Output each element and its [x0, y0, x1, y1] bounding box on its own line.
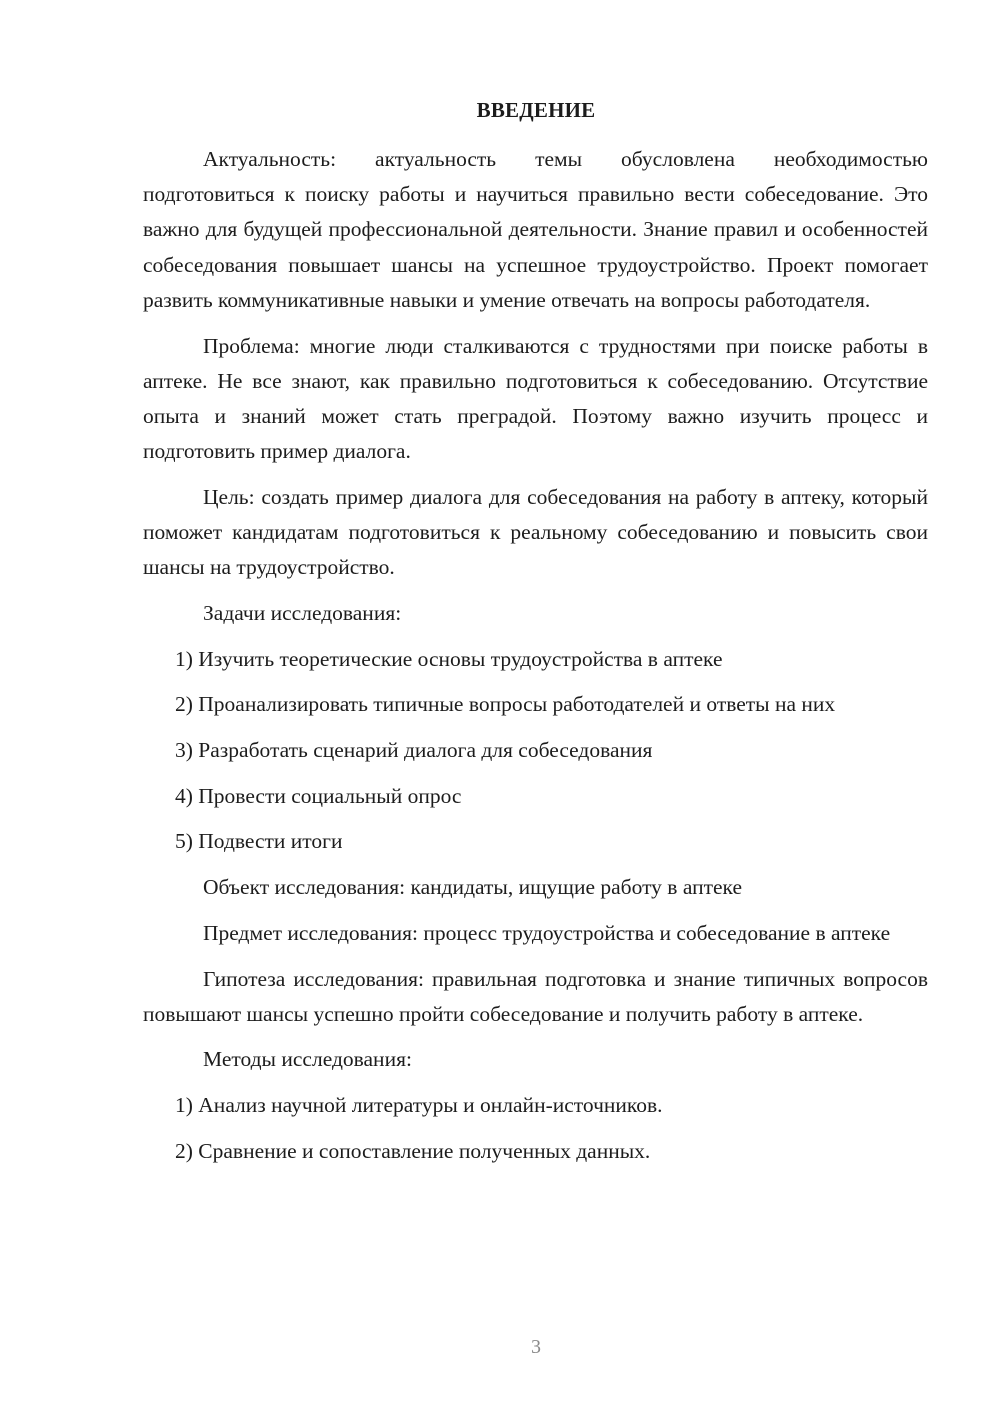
document-body [143, 142, 928, 1180]
methods-label: Методы исследования: [203, 1047, 412, 1072]
research-subject: Предмет исследования: процесс трудоустройства и собеседование в аптеке [203, 920, 891, 945]
problem-paragraph: Проблема: многие люди сталкиваются с трудностями при поиске работы в аптеке. Не все знают, как правильно подготовиться к собеседованию. Отсутствие опыта и знаний может стать преградой. Поэтому важно изучить процесс и подготовить пример диалога. [143, 333, 928, 464]
research-hypothesis: Гипотеза исследования: правильная подготовка и знание типичных вопросов повышают шансы успешно пройти собеседование и получить работу в аптеке. [143, 966, 928, 1026]
task-item: 1) Изучить теоретические основы трудоустройства в аптеке [175, 646, 723, 671]
tasks-label: Задачи исследования: [203, 600, 402, 625]
goal-paragraph: Цель: создать пример диалога для собеседования на работу в аптеку, который поможет кандидатам подготовиться к реальному собеседованию и повысить свои шансы на трудоустройство. [143, 484, 928, 580]
page-number: 3 [531, 1336, 541, 1358]
task-item: 5) Подвести итоги [175, 829, 343, 854]
method-item: 1) Анализ научной литературы и онлайн-источников. [175, 1093, 663, 1118]
task-item: 2) Проанализировать типичные вопросы работодателей и ответы на них [175, 692, 836, 717]
section-heading: ВВЕДЕНИЕ [476, 98, 596, 122]
task-item: 3) Разработать сценарий диалога для собеседования [175, 738, 653, 763]
task-item: 4) Провести социальный опрос [175, 783, 462, 808]
relevance-paragraph: Актуальность: актуальность темы обусловлена необходимостью подготовиться к поиску работы и научиться правильно вести собеседование. Это важно для будущей профессиональной деятельности. Знание правил и особенностей собеседования повышает шансы на успешное трудоустройство. Проект помогает развить коммуникативные навыки и умение отвечать на вопросы работодателя. [143, 147, 928, 312]
research-object: Объект исследования: кандидаты, ищущие работу в аптеке [203, 875, 742, 900]
method-item: 2) Сравнение и сопоставление полученных данных. [175, 1138, 651, 1163]
